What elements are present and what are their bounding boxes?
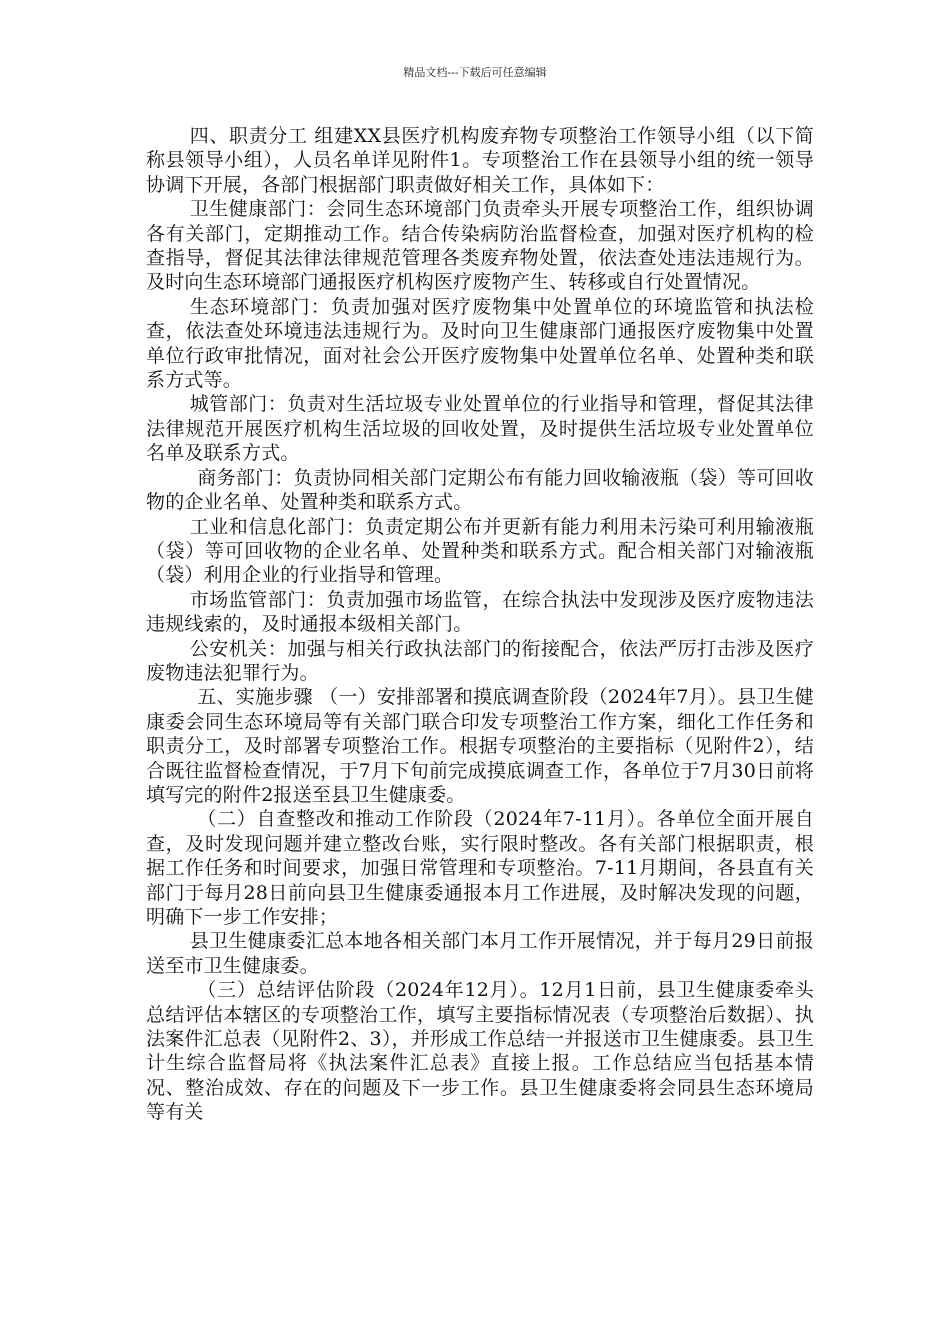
paragraph-summary-stage: （三）总结评估阶段（2024年12月）。12月1日前，县卫生健康委牵头总结评估本辖区的专项整治工作，填写主要指标情况表（专项整治后数据）、执法案件汇总表（见附件2、3），并形成工作总结一并报送市卫生健康委。县卫生计生综合监督局将《执法案件汇总表》直接上报。工作总结应当包括基本情况、整治成效、存在的问题及下一步工作。县卫生健康委将会同县生态环境局等有关 bbox=[146, 979, 815, 1124]
paragraph-monthly-report: 县卫生健康委汇总本地各相关部门本月工作开展情况，并于每月29日前报送至市卫生健康委。 bbox=[146, 930, 814, 977]
paragraph-urban-management-dept: 城管部门：负责对生活垃圾专业处置单位的行业指导和管理，督促其法律法律规范开展医疗机构生活垃圾的回收处置，及时提供生活垃圾专业处置单位名单及联系方式。 bbox=[146, 393, 814, 465]
paragraph-industry-it-dept: 工业和信息化部门：负责定期公布并更新有能力利用未污染可利用输液瓶（袋）等可回收物的企业名单、处置种类和联系方式。配合相关部门对输液瓶（袋）利用企业的行业指导和管理。 bbox=[146, 515, 814, 587]
paragraph-environment-dept: 生态环境部门：负责加强对医疗废物集中处置单位的环境监管和执法检查，依法查处环境违法违规行为。及时向卫生健康部门通报医疗废物集中处置单位行政审批情况，面对社会公开医疗废物集中处置单位名单、处置种类和联系方式等。 bbox=[146, 295, 814, 392]
paragraph-health-dept: 卫生健康部门：会同生态环境部门负责牵头开展专项整治工作，组织协调各有关部门，定期推动工作。结合传染病防治监督检查，加强对医疗机构的检查指导，督促其法律法律规范管理各类废弃物处置，依法查处违法违规行为。及时向生态环境部门通报医疗机构医疗废物产生、转移或自行处置情况。 bbox=[146, 198, 814, 294]
paragraph-commerce-dept: 商务部门：负责协同相关部门定期公布有能力回收输液瓶（袋）等可回收物的企业名单、处置种类和联系方式。 bbox=[146, 466, 814, 514]
document-body bbox=[146, 124, 814, 1125]
page-header: 精品文档---下载后可任意编辑 bbox=[403, 66, 547, 79]
paragraph-duties: 四、职责分工 组建XX县医疗机构废弃物专项整治工作领导小组（以下简称县领导小组），人员名单详见附件1。专项整治工作在县领导小组的统一领导协调下开展，各部门根据部门职责做好相关工作，具体如下： bbox=[146, 125, 814, 196]
paragraph-market-supervision-dept: 市场监管部门：负责加强市场监管，在综合执法中发现涉及医疗废物违法违规线索的，及时通报本级相关部门。 bbox=[146, 588, 814, 636]
paragraph-public-security: 公安机关：加强与相关行政执法部门的衔接配合，依法严厉打击涉及医疗废物违法犯罪行为。 bbox=[146, 637, 814, 684]
paragraph-self-inspection-stage: （二）自查整改和推动工作阶段（2024年7-11月）。各单位全面开展自查，及时发现问题并建立整改台账，实行限时整改。各有关部门根据职责，根据工作任务和时间要求，加强日常管理和专项整治。7-11月期间，各县直有关部门于每月28日前向县卫生健康委通报本月工作进展，及时解决发现的问题，明确下一步工作安排； bbox=[146, 808, 814, 928]
paragraph-implementation-steps: 五、实施步骤 （一）安排部署和摸底调查阶段（2024年7月）。县卫生健康委会同生态环境局等有关部门联合印发专项整治工作方案，细化工作任务和职责分工，及时部署专项整治工作。根据专项整治的主要指标（见附件2），结合既往监督检查情况，于7月下旬前完成摸底调查工作，各单位于7月30日前将填写完的附件2报送至县卫生健康委。 bbox=[146, 686, 814, 806]
